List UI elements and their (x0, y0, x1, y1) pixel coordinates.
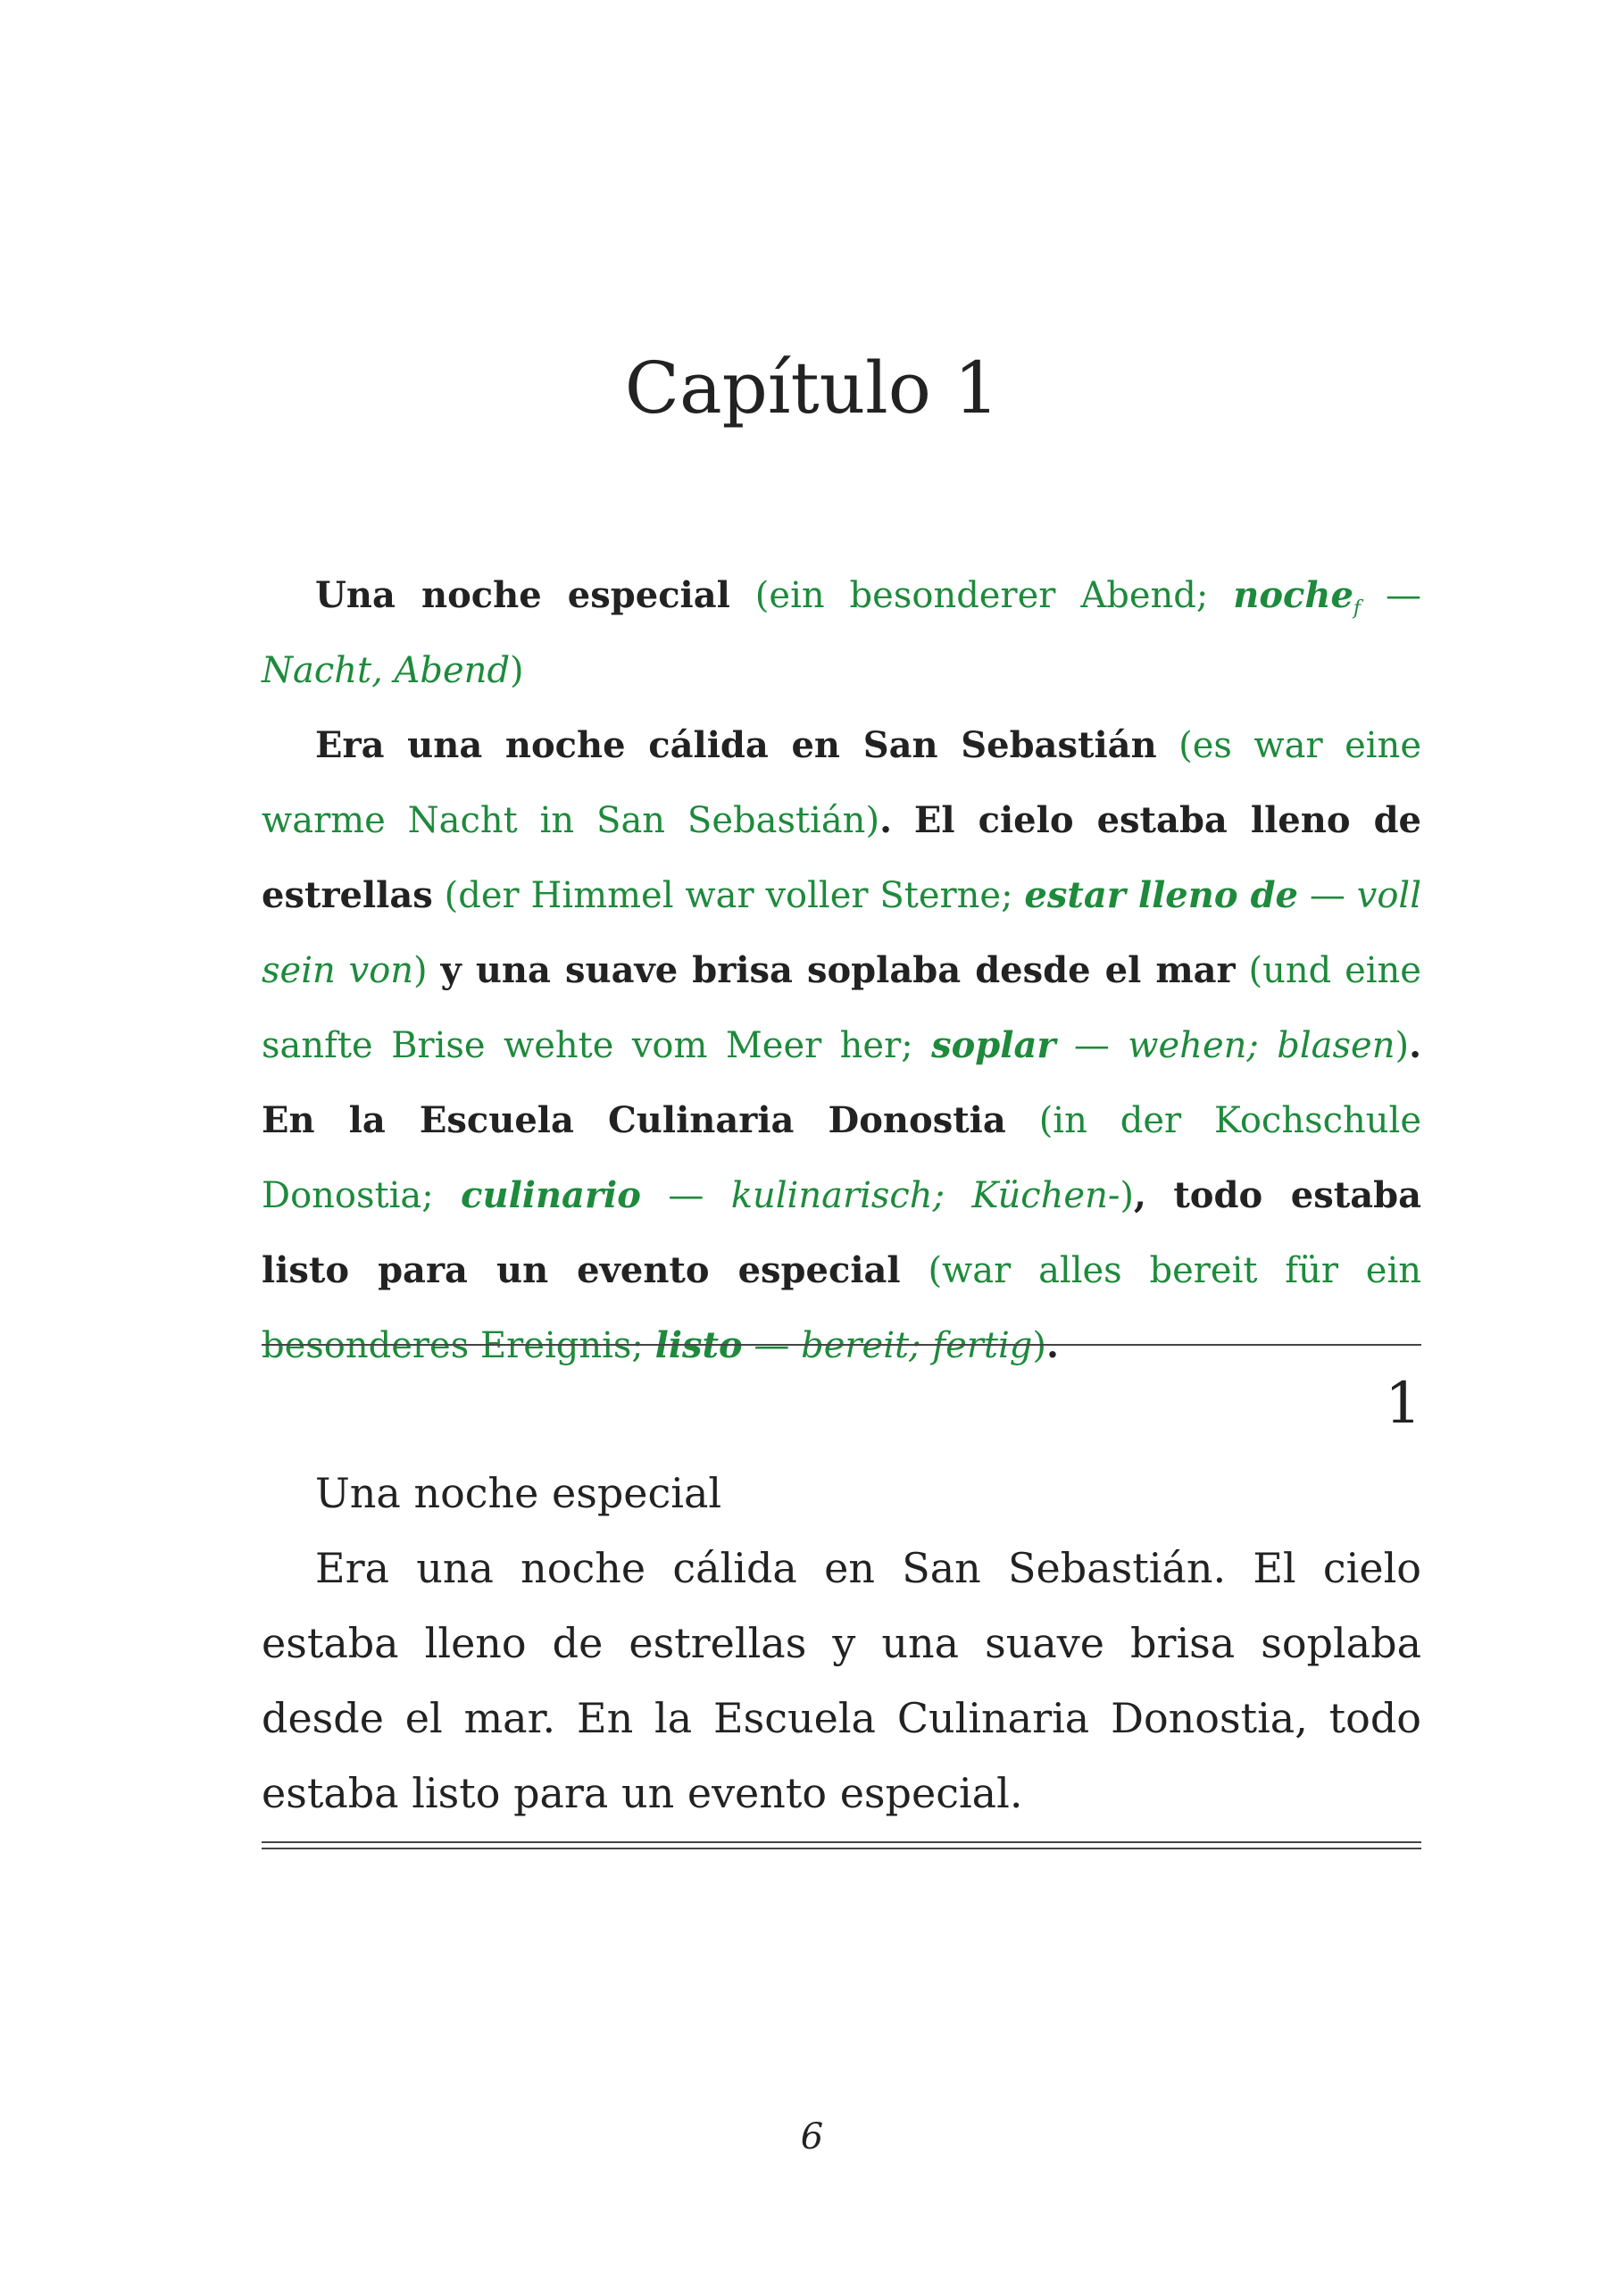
german-gloss: (und eine sanfte Brise wehte vom Meer her; soplar — wehen; blasen) (262, 950, 1421, 1066)
german-gloss: (war alles bereit für ein besonderes Ereignis; listo — bereit; fertig) (262, 1250, 1421, 1366)
spanish-sentence: y una suave brisa soplaba desde el mar (440, 949, 1236, 991)
chapter-title: Capítulo 1 (624, 346, 1000, 430)
german-gloss: (es war eine warme Nacht in San Sebastián) (262, 725, 1421, 841)
spanish-sentence: El cielo estaba lleno de estrellas (262, 799, 1422, 916)
section-divider (262, 1344, 1421, 1346)
spanish-sentence: todo estaba listo para un evento especial (262, 1174, 1421, 1291)
german-gloss: (der Himmel war voller Sterne; estar lleno de — voll sein von) (262, 874, 1421, 991)
section-number: 1 (1385, 1371, 1421, 1437)
end-divider (262, 1841, 1421, 1849)
spanish-sentence: Era una noche cálida en San Sebastián (315, 724, 1157, 766)
parallel-text-block (262, 558, 1421, 1383)
gender-marker: f (1353, 597, 1362, 620)
parallel-heading (262, 558, 1421, 708)
page-number: 6 (800, 2116, 824, 2157)
original-paragraph: Era una noche cálida en San Sebastián. El cielo estaba lleno de estrellas y una suave brisa soplaba desde el mar. En la Escuela Culinaria Donostia, todo estaba listo para un evento especial. (262, 1544, 1421, 1817)
original-text-block (262, 1456, 1421, 1831)
original-heading: Una noche especial (315, 1469, 722, 1517)
spanish-sentence: En la Escuela Culinaria Donostia (262, 1099, 1006, 1141)
parallel-paragraph: Era una noche cálida en San Sebastián (es war eine warme Nacht in San Sebastián). El cielo estaba lleno de estrellas (der Himmel war voller Sterne; estar lleno de — voll sein von) y una suave brisa soplaba desde el mar (und eine sanfte Brise wehte vom Meer her; soplar — wehen; blasen). En la Escuela Culinaria Donostia (in der Kochschule Donostia; culinario — kulinarisch; Küchen-), todo estaba listo para un evento especial (war alles bereit für ein besonderes Ereignis; listo — bereit; fertig). (262, 724, 1422, 1366)
german-gloss: (in der Kochschule Donostia; culinario — kulinarisch; Küchen-) (262, 1100, 1421, 1216)
spanish-heading: Una noche especial (315, 574, 730, 616)
german-gloss: (ein besonderer Abend; noche$_f$ — Nacht, Abend) (262, 574, 1422, 691)
